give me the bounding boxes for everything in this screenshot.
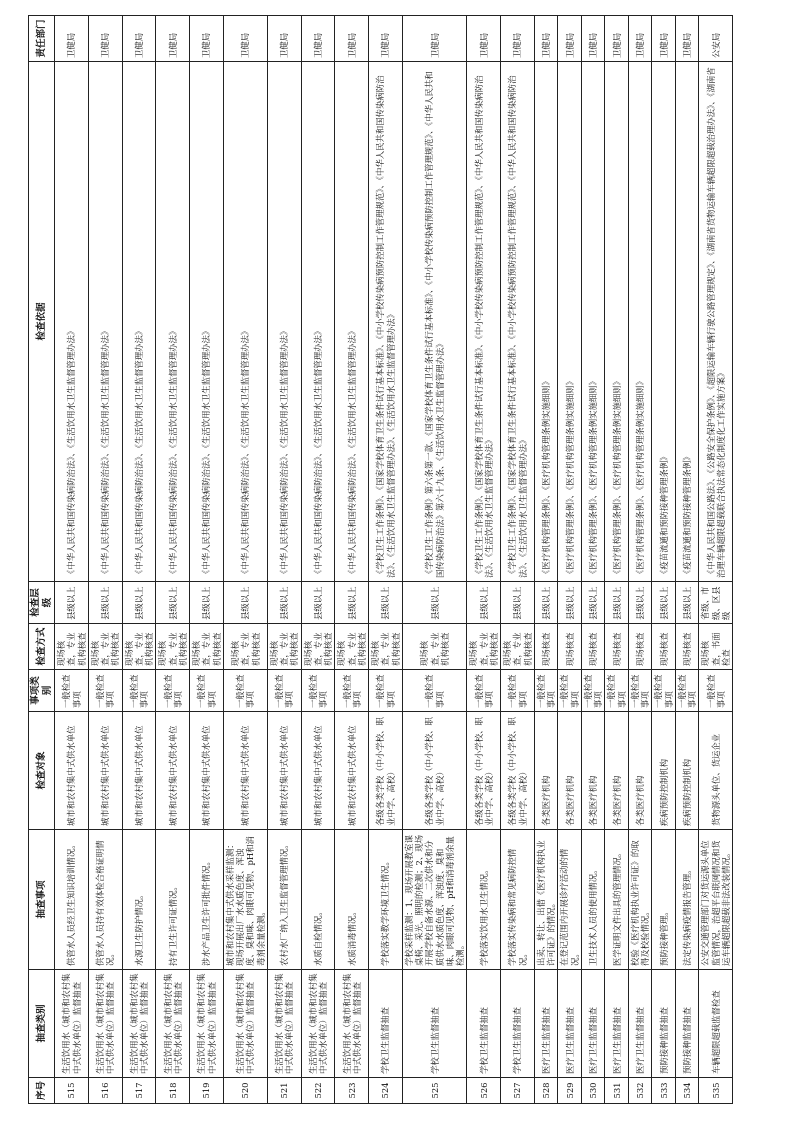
cell-category: 医疗卫生监督抽查: [558, 970, 582, 1078]
header-category: 抽查类别: [29, 970, 55, 1078]
cell-item: 城市和农村集中式供水采样监测：现场开展出厂水水质色度、浑浊度、臭和味、肉眼可见物、pH和消毒剂余量检测。: [223, 830, 267, 970]
table-row: [88, 16, 122, 1104]
cell-category: 车辆超限超载监督检查: [699, 970, 733, 1078]
cell-object: 城市和农村集中式供水单位: [55, 712, 89, 830]
cell-dept: 卫健局: [88, 16, 122, 62]
table-row: [534, 16, 558, 1104]
cell-dept: 卫健局: [190, 16, 224, 62]
cell-no: 521: [267, 1078, 301, 1104]
cell-dept: 卫健局: [675, 16, 699, 62]
table-row: [369, 16, 403, 1104]
cell-basis: 《学校卫生工作条例》、《国家学校体育卫生条件试行基本标准》、《中小学校传染病预防控制工作管理规范》、《中华人民共和国传染病防治法》、《生活饮用水卫生监督管理办法》: [467, 62, 501, 582]
cell-type: 一般检查事项: [402, 670, 467, 712]
cell-dept: 卫健局: [335, 16, 369, 62]
cell-category: 学校卫生监督抽查: [402, 970, 467, 1078]
cell-item: 学校落实教学环境卫生情况。: [369, 830, 403, 970]
cell-no: 515: [55, 1078, 89, 1104]
cell-object: 各类医疗机构: [558, 712, 582, 830]
cell-object: 疾病预防控制机构: [652, 712, 676, 830]
cell-basis: 《医疗机构管理条例》、《医疗机构管理条例实施细则》: [628, 62, 652, 582]
cell-no: 523: [335, 1078, 369, 1104]
cell-mode: 现场核查，专业机构核查: [223, 624, 267, 670]
cell-dept: 卫健局: [467, 16, 501, 62]
table-row: [267, 16, 301, 1104]
cell-object: 城市和农村集中式供水单位: [301, 712, 335, 830]
cell-object: 疾病预防控制机构: [675, 712, 699, 830]
cell-mode: 现场核查，专业机构核查: [369, 624, 403, 670]
cell-no: 526: [467, 1078, 501, 1104]
cell-category: 医疗卫生监督抽查: [534, 970, 558, 1078]
cell-basis: 《医疗机构管理条例》、《医疗机构管理条例实施细则》: [605, 62, 629, 582]
table-row: [190, 16, 224, 1104]
cell-object: 各级各类学校（中小学校、职业中学、高校）: [402, 712, 467, 830]
header-object: 检查对象: [29, 712, 55, 830]
cell-basis: 《医疗机构管理条例》、《医疗机构管理条例实施细则》: [534, 62, 558, 582]
cell-type: 一般检查事项: [156, 670, 190, 712]
cell-category: 生活饮用水（城市和农村集中式供水单位）监督抽查: [88, 970, 122, 1078]
cell-item: 预防接种管理。: [652, 830, 676, 970]
table-row: [122, 16, 156, 1104]
cell-basis: 《中华人民共和国传染病防治法》、《生活饮用水卫生监督管理办法》: [55, 62, 89, 582]
cell-item: 学校采样监测：1、现场开展教室课桌椅、采光、照明的检测；2、现场开展学校自备水源、二次供水和分质供水水质色度、浑浊度、臭和味、肉眼可见物、pH和消毒剂余量检测。: [402, 830, 467, 970]
cell-mode: 现场核查，专业机构核查: [467, 624, 501, 670]
cell-object: 城市和农村集中式供水单位: [122, 712, 156, 830]
cell-no: 527: [501, 1078, 535, 1104]
cell-item: 法定传染病疫情报告管理。: [675, 830, 699, 970]
cell-level: 县级以上: [55, 582, 89, 624]
cell-basis: 《中华人民共和国传染病防治法》、《生活饮用水卫生监督管理办法》: [335, 62, 369, 582]
cell-item: 农村水厂纳入卫生监督管理情况。: [267, 830, 301, 970]
cell-category: 医疗卫生监督抽查: [605, 970, 629, 1078]
cell-object: 各类医疗机构: [534, 712, 558, 830]
header-basis: 检查依据: [29, 62, 55, 582]
cell-basis: 《中华人民共和国传染病防治法》、《生活饮用水卫生监督管理办法》: [223, 62, 267, 582]
cell-dept: 卫健局: [122, 16, 156, 62]
cell-no: 524: [369, 1078, 403, 1104]
cell-level: 省级、市级、区县级: [699, 582, 733, 624]
cell-no: 529: [558, 1078, 582, 1104]
cell-no: 518: [156, 1078, 190, 1104]
cell-object: 城市和农村集中式供水单位: [267, 712, 301, 830]
cell-dept: 卫健局: [652, 16, 676, 62]
cell-type: 一般检查事项: [369, 670, 403, 712]
table-row: [581, 16, 605, 1104]
cell-no: 530: [581, 1078, 605, 1104]
cell-basis: 《学校卫生工作条例》第六条第一款、《国家学校体育卫生条件试行基本标准》、《中小学校传染病预防控制工作管理规范》、《中华人民共和国传染病防治法》第六十九条、《生活饮用水卫生监督管理办法》: [402, 62, 467, 582]
cell-basis: 《中华人民共和国传染病防治法》、《生活饮用水卫生监督管理办法》: [156, 62, 190, 582]
cell-object: 城市和农村集中式供水单位: [88, 712, 122, 830]
cell-type: 一般检查事项: [558, 670, 582, 712]
cell-no: 535: [699, 1078, 733, 1104]
cell-object: 各类医疗机构: [581, 712, 605, 830]
cell-type: 一般检查事项: [88, 670, 122, 712]
cell-mode: 现场核查: [675, 624, 699, 670]
cell-basis: 《疫苗流通和预防接种管理条例》: [675, 62, 699, 582]
cell-basis: 《中华人民共和国传染病防治法》、《生活饮用水卫生监督管理办法》: [88, 62, 122, 582]
cell-object: 各类医疗机构: [628, 712, 652, 830]
cell-type: 一般检查事项: [581, 670, 605, 712]
cell-level: 县级以上: [581, 582, 605, 624]
cell-item: 出卖、转让、出借《医疗机构执业许可证》的情况。: [534, 830, 558, 970]
cell-mode: 现场核查: [652, 624, 676, 670]
cell-object: 各级各类学校（中小学校、职业中学、高校）: [369, 712, 403, 830]
cell-item: 公安交通管理部门对货运源头单位监管情况，治超平台联网情况和货运车辆超限超载非法改装情况。: [699, 830, 733, 970]
cell-category: 预防接种监督抽查: [652, 970, 676, 1078]
cell-no: 534: [675, 1078, 699, 1104]
cell-object: 城市和农村集中式供水单位: [190, 712, 224, 830]
cell-dept: 卫健局: [156, 16, 190, 62]
cell-basis: 《中华人民共和国传染病防治法》、《生活饮用水卫生监督管理办法》: [301, 62, 335, 582]
cell-basis: 《中华人民共和国公路法》、《公路安全保护条例》、《超限运输车辆行驶公路管理规定》、《湖南省货物运输车辆超限超载治理办法》、《湖南省治理车辆超限超载联合执法常态化制度化工作实施方案》: [699, 62, 733, 582]
cell-type: 一般检查事项: [501, 670, 535, 712]
table-row: [675, 16, 699, 1104]
cell-item: 在登记范围内开展诊疗活动的情况。: [558, 830, 582, 970]
cell-basis: 《学校卫生工作条例》、《国家学校体育卫生条件试行基本标准》、《中小学校传染病预防控制工作管理规范》、《中华人民共和国传染病防治法》、《生活饮用水卫生监督管理办法》、《生活饮用水卫生监督管理办法》: [369, 62, 403, 582]
table-row: [156, 16, 190, 1104]
cell-object: 货物源头单位、货运企业: [699, 712, 733, 830]
table-row: [652, 16, 676, 1104]
cell-basis: 《中华人民共和国传染病防治法》、《生活饮用水卫生监督管理办法》: [122, 62, 156, 582]
cell-mode: 现场核查: [558, 624, 582, 670]
cell-basis: 《疫苗流通和预防接种管理条例》: [652, 62, 676, 582]
cell-basis: 《学校卫生工作条例》、《国家学校体育卫生条件试行基本标准》、《中小学校传染病预防控制工作管理规范》、《中华人民共和国传染病防治法》、《生活饮用水卫生监督管理办法》: [501, 62, 535, 582]
cell-item: 医学证明文件出具的管理情况。: [605, 830, 629, 970]
cell-item: 涉水产品卫生许可批件情况。: [190, 830, 224, 970]
table-row: [301, 16, 335, 1104]
header-item: 抽查事项: [29, 830, 55, 970]
cell-level: 县级以上: [301, 582, 335, 624]
cell-dept: 卫健局: [267, 16, 301, 62]
cell-category: 生活饮用水（城市和农村集中式供水单位）监督抽查: [190, 970, 224, 1078]
cell-mode: 现场核查，专业机构核查: [122, 624, 156, 670]
table-row: [558, 16, 582, 1104]
cell-type: 一般检查事项: [467, 670, 501, 712]
cell-mode: 现场核查: [628, 624, 652, 670]
table-row: [55, 16, 89, 1104]
cell-category: 医疗卫生监督抽查: [581, 970, 605, 1078]
cell-dept: 卫健局: [558, 16, 582, 62]
cell-category: 生活饮用水（城市和农村集中式供水单位）监督抽查: [55, 970, 89, 1078]
cell-level: 县级以上: [122, 582, 156, 624]
cell-no: 528: [534, 1078, 558, 1104]
inspection-table: [28, 15, 733, 1104]
cell-category: 学校卫生监督抽查: [467, 970, 501, 1078]
cell-mode: 现场核查，专业机构核查: [335, 624, 369, 670]
cell-level: 县级以上: [605, 582, 629, 624]
cell-item: 学校落实传染病和常见病防控情况。: [501, 830, 535, 970]
cell-type: 一般检查事项: [605, 670, 629, 712]
cell-category: 学校卫生监督抽查: [369, 970, 403, 1078]
cell-mode: 现场核查，书面检查: [699, 624, 733, 670]
table-row: [223, 16, 267, 1104]
cell-object: 各级各类学校（中小学校、职业中学、高校）: [467, 712, 501, 830]
cell-category: 生活饮用水（城市和农村集中式供水单位）监督抽查: [223, 970, 267, 1078]
cell-type: 一般检查事项: [55, 670, 89, 712]
cell-type: 一般检查事项: [335, 670, 369, 712]
cell-basis: 《医疗机构管理条例》、《医疗机构管理条例实施细则》: [558, 62, 582, 582]
cell-type: 一般检查事项: [675, 670, 699, 712]
table-row: [605, 16, 629, 1104]
cell-object: 城市和农村集中式供水单位: [335, 712, 369, 830]
header-type: 事项类别: [29, 670, 55, 712]
cell-no: 531: [605, 1078, 629, 1104]
header-level: 检查层级: [29, 582, 55, 624]
cell-mode: 现场核查，专业机构核查: [55, 624, 89, 670]
cell-type: 一般检查事项: [301, 670, 335, 712]
cell-category: 医疗卫生监督抽查: [628, 970, 652, 1078]
cell-item: 水质自检情况。: [301, 830, 335, 970]
cell-object: 各级各类学校（中小学校、职业中学、高校）: [501, 712, 535, 830]
cell-dept: 卫健局: [605, 16, 629, 62]
cell-type: 一般检查事项: [190, 670, 224, 712]
cell-mode: 现场核查，专业机构核查: [301, 624, 335, 670]
cell-item: 学校落实饮用水卫生情况。: [467, 830, 501, 970]
cell-type: 一般检查事项: [267, 670, 301, 712]
cell-item: 水源卫生防护情况。: [122, 830, 156, 970]
cell-category: 预防接种监督抽查: [675, 970, 699, 1078]
cell-level: 县级以上: [467, 582, 501, 624]
cell-no: 520: [223, 1078, 267, 1104]
cell-level: 县级以上: [335, 582, 369, 624]
cell-dept: 卫健局: [55, 16, 89, 62]
cell-type: 一般检查事项: [652, 670, 676, 712]
cell-dept: 卫健局: [628, 16, 652, 62]
cell-dept: 卫健局: [402, 16, 467, 62]
cell-level: 县级以上: [190, 582, 224, 624]
table-row: [501, 16, 535, 1104]
cell-basis: 《中华人民共和国传染病防治法》、《生活饮用水卫生监督管理办法》: [267, 62, 301, 582]
cell-item: 校验《医疗机构执业许可证》的取得及校验情况。: [628, 830, 652, 970]
cell-mode: 现场核查: [534, 624, 558, 670]
table-row: [699, 16, 733, 1104]
cell-level: 县级以上: [402, 582, 467, 624]
cell-category: 生活饮用水（城市和农村集中式供水单位）监督抽查: [301, 970, 335, 1078]
cell-category: 生活饮用水（城市和农村集中式供水单位）监督抽查: [122, 970, 156, 1078]
cell-level: 县级以上: [88, 582, 122, 624]
cell-dept: 卫健局: [369, 16, 403, 62]
cell-dept: 卫健局: [581, 16, 605, 62]
cell-level: 县级以上: [369, 582, 403, 624]
cell-dept: 卫健局: [301, 16, 335, 62]
cell-level: 县级以上: [558, 582, 582, 624]
table-row: [402, 16, 467, 1104]
cell-basis: 《医疗机构管理条例》、《医疗机构管理条例实施细则》: [581, 62, 605, 582]
cell-object: 城市和农村集中式供水单位: [156, 712, 190, 830]
cell-dept: 卫健局: [534, 16, 558, 62]
cell-object: 各类医疗机构: [605, 712, 629, 830]
cell-no: 532: [628, 1078, 652, 1104]
cell-mode: 现场核查: [581, 624, 605, 670]
header-mode: 检查方式: [29, 624, 55, 670]
header-dept: 责任部门: [29, 16, 55, 62]
cell-type: 一般检查事项: [534, 670, 558, 712]
cell-level: 县级以上: [652, 582, 676, 624]
cell-no: 517: [122, 1078, 156, 1104]
cell-level: 县级以上: [156, 582, 190, 624]
cell-category: 生活饮用水（城市和农村集中式供水单位）监督抽查: [335, 970, 369, 1078]
cell-type: 一般检查事项: [223, 670, 267, 712]
cell-mode: 现场核查，专业机构核查: [501, 624, 535, 670]
cell-mode: 现场核查，专业机构核查: [190, 624, 224, 670]
cell-basis: 《中华人民共和国传染病防治法》、《生活饮用水卫生监督管理办法》: [190, 62, 224, 582]
cell-mode: 现场核查，专业机构核查: [402, 624, 467, 670]
cell-level: 县级以上: [675, 582, 699, 624]
cell-type: 一般检查事项: [628, 670, 652, 712]
table-row: [335, 16, 369, 1104]
cell-item: 水质消毒情况。: [335, 830, 369, 970]
cell-item: 卫生技术人员的使用情况。: [581, 830, 605, 970]
header-no: 序号: [29, 1078, 55, 1104]
cell-item: 供管水人员持有效体检合格证明情况。: [88, 830, 122, 970]
cell-dept: 公安局: [699, 16, 733, 62]
cell-level: 县级以上: [267, 582, 301, 624]
cell-level: 县级以上: [223, 582, 267, 624]
cell-category: 生活饮用水（城市和农村集中式供水单位）监督抽查: [267, 970, 301, 1078]
cell-no: 522: [301, 1078, 335, 1104]
table-header-row: [29, 16, 55, 1104]
cell-category: 生活饮用水（城市和农村集中式供水单位）监督抽查: [156, 970, 190, 1078]
cell-item: 供管水人员经卫生知识培训情况。: [55, 830, 89, 970]
cell-level: 县级以上: [501, 582, 535, 624]
cell-no: 525: [402, 1078, 467, 1104]
cell-type: 一般检查事项: [699, 670, 733, 712]
cell-dept: 卫健局: [223, 16, 267, 62]
cell-category: 学校卫生监督抽查: [501, 970, 535, 1078]
cell-mode: 现场核查，专业机构核查: [88, 624, 122, 670]
cell-type: 一般检查事项: [122, 670, 156, 712]
cell-mode: 现场核查: [605, 624, 629, 670]
cell-item: 持有卫生许可证情况。: [156, 830, 190, 970]
cell-no: 533: [652, 1078, 676, 1104]
table-row: [628, 16, 652, 1104]
cell-mode: 现场核查，专业机构核查: [156, 624, 190, 670]
cell-level: 县级以上: [534, 582, 558, 624]
cell-no: 516: [88, 1078, 122, 1104]
cell-object: 城市和农村集中式供水单位: [223, 712, 267, 830]
cell-no: 519: [190, 1078, 224, 1104]
cell-dept: 卫健局: [501, 16, 535, 62]
cell-mode: 现场核查，专业机构核查: [267, 624, 301, 670]
cell-level: 县级以上: [628, 582, 652, 624]
table-row: [467, 16, 501, 1104]
